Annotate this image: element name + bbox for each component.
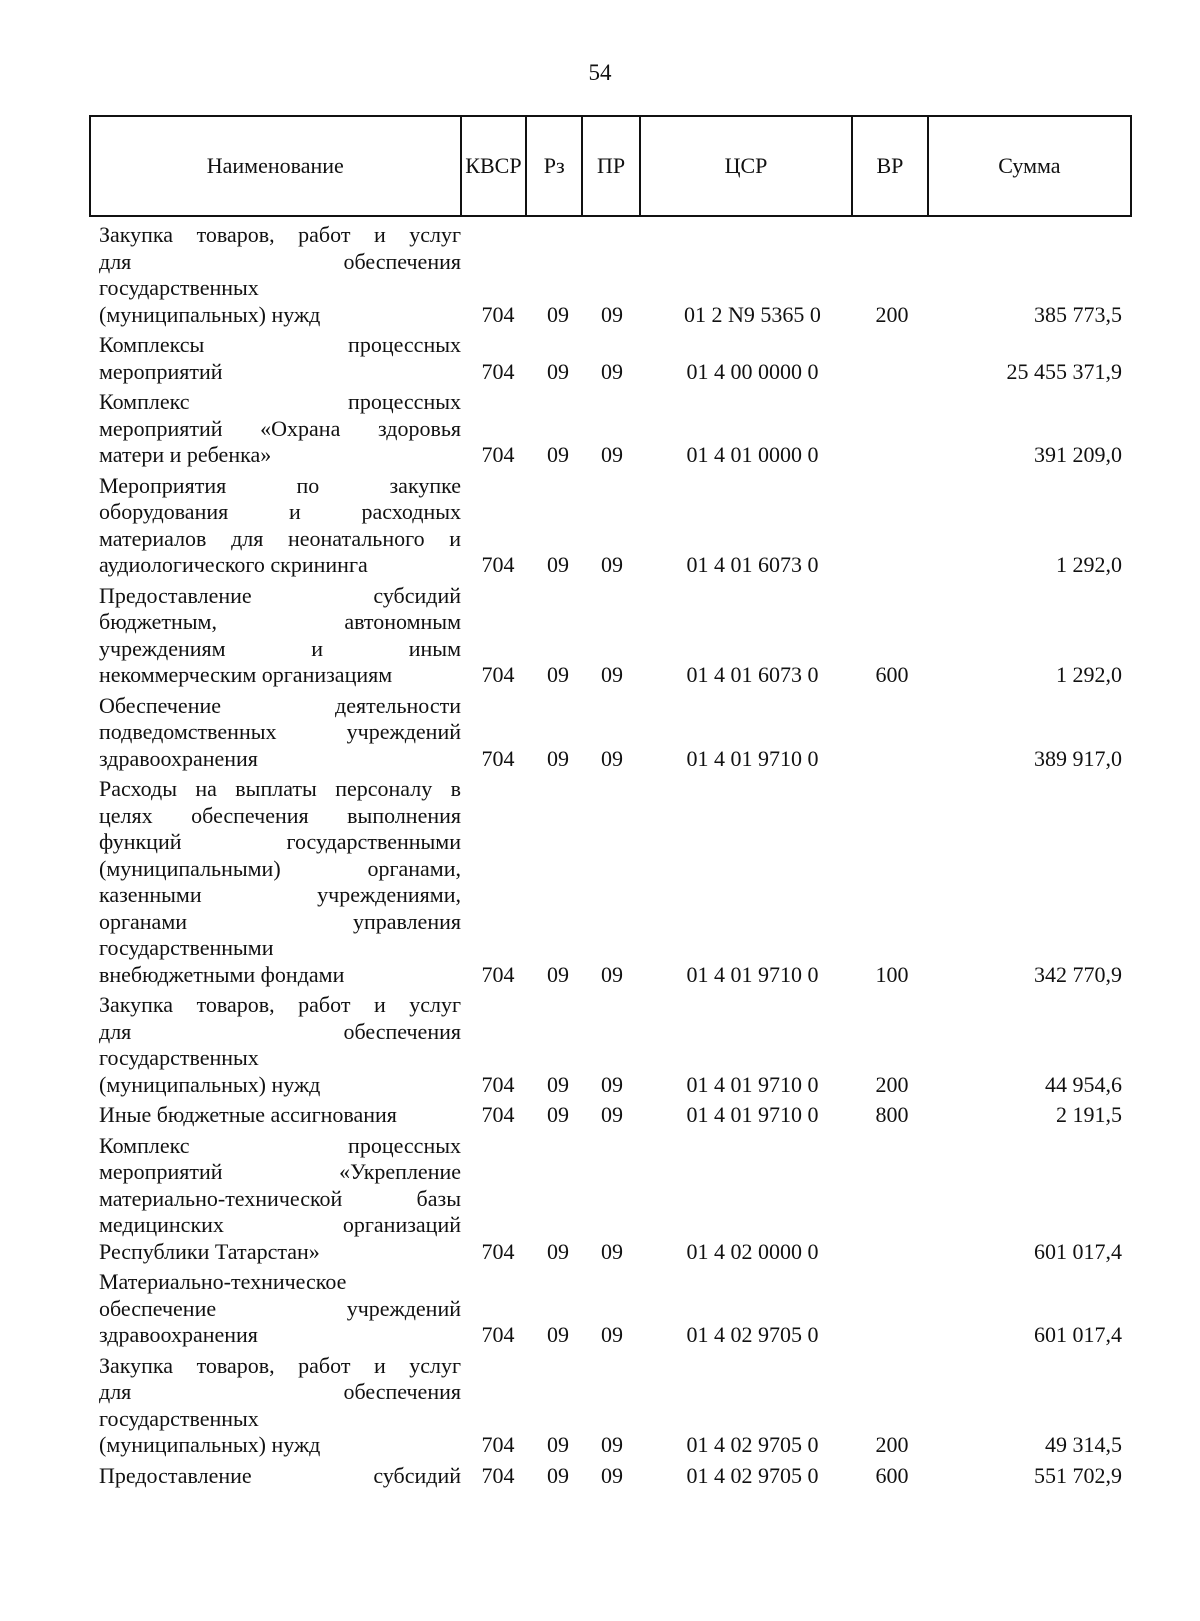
cell-kvsr: 704 — [481, 745, 515, 771]
cell-kvsr: 704 — [481, 1322, 515, 1347]
cell-name — [89, 473, 461, 579]
cell-kvsr: 704 — [481, 1462, 515, 1488]
cell-rz: 09 — [547, 961, 569, 987]
table-row — [89, 473, 1132, 579]
cell-name-line: медицинских организаций — [99, 1212, 461, 1237]
cell-sum: 601 017,4 — [1034, 1322, 1122, 1347]
cell-kvsr: 704 — [481, 1432, 515, 1457]
cell-rz: 09 — [547, 1238, 569, 1264]
cell-rz: 09 — [547, 552, 569, 577]
cell-name-line: Предоставление субсидий — [99, 582, 461, 608]
cell-vr: 200 — [875, 1071, 909, 1097]
cell-name-line: государственных — [99, 1405, 259, 1431]
cell-pr: 09 — [601, 662, 623, 687]
table-row — [89, 583, 1132, 689]
cell-name-line: государственных — [99, 275, 259, 300]
cell-sum: 1 292,0 — [1056, 552, 1122, 577]
cell-name-line: здравоохранения — [99, 745, 258, 771]
cell-kvsr: 704 — [481, 552, 515, 577]
cell-name-line: Расходы на выплаты персоналу в — [99, 776, 461, 801]
cell-pr: 09 — [601, 1322, 623, 1347]
cell-name-line: внебюджетными фондами — [99, 961, 345, 987]
column-header-rz: Рз — [527, 117, 583, 215]
table-header — [89, 115, 1132, 217]
table-row — [89, 1353, 1132, 1459]
cell-sum: 551 702,9 — [1034, 1462, 1122, 1488]
cell-name-line: целях обеспечения выполнения — [99, 802, 461, 828]
column-header-pr: ПР — [583, 117, 641, 215]
cell-rz: 09 — [547, 1322, 569, 1347]
cell-sum: 2 191,5 — [1056, 1102, 1122, 1127]
cell-pr: 09 — [601, 1071, 623, 1097]
cell-name-line: оборудования и расходных — [99, 499, 461, 524]
cell-sum: 385 773,5 — [1034, 301, 1122, 327]
cell-csr: 01 4 02 0000 0 — [686, 1238, 819, 1264]
cell-name-line: материально-технической базы — [99, 1185, 461, 1211]
cell-pr: 09 — [601, 1432, 623, 1457]
cell-csr: 01 4 01 6073 0 — [686, 552, 819, 577]
table-row — [89, 222, 1132, 328]
column-header-vr: ВР — [853, 117, 929, 215]
cell-name — [89, 1353, 461, 1459]
cell-csr: 01 4 02 9705 0 — [686, 1322, 819, 1347]
cell-name — [89, 583, 461, 689]
table-row — [89, 1102, 1132, 1129]
cell-name-line: (муниципальными) органами, — [99, 855, 461, 881]
cell-name-line: для обеспечения — [99, 1018, 461, 1044]
cell-csr: 01 4 02 9705 0 — [686, 1432, 819, 1457]
cell-pr: 09 — [601, 358, 623, 384]
cell-rz: 09 — [547, 1432, 569, 1457]
cell-csr: 01 2 N9 5365 0 — [684, 301, 821, 327]
cell-pr: 09 — [601, 1238, 623, 1264]
cell-name-line: Иные бюджетные ассигнования — [99, 1102, 397, 1127]
cell-name-line: органами управления — [99, 908, 461, 934]
cell-kvsr: 704 — [481, 662, 515, 687]
cell-kvsr: 704 — [481, 1238, 515, 1264]
cell-name-line: для обеспечения — [99, 248, 461, 274]
table-row — [89, 1269, 1132, 1349]
cell-name-line: для обеспечения — [99, 1379, 461, 1404]
cell-vr: 800 — [875, 1102, 909, 1127]
cell-vr: 600 — [875, 662, 909, 687]
cell-name-line: Республики Татарстан» — [99, 1238, 320, 1264]
cell-name — [89, 1133, 461, 1266]
cell-csr: 01 4 01 9710 0 — [686, 961, 819, 987]
cell-name — [89, 693, 461, 773]
cell-name-line: некоммерческим организациям — [99, 662, 393, 687]
cell-name — [89, 332, 461, 385]
cell-sum: 342 770,9 — [1034, 961, 1122, 987]
page-number: 54 — [588, 60, 612, 85]
table-row — [89, 776, 1132, 988]
cell-kvsr: 704 — [481, 1071, 515, 1097]
cell-name-line: учреждениям и иным — [99, 635, 461, 661]
table-row — [89, 1133, 1132, 1266]
column-header-csr: ЦСР — [641, 117, 853, 215]
cell-sum: 389 917,0 — [1034, 745, 1122, 771]
cell-name-line: (муниципальных) нужд — [99, 301, 321, 327]
cell-name — [89, 1269, 461, 1349]
cell-name-line: Закупка товаров, работ и услуг — [99, 222, 461, 247]
cell-name-line: Комплексы процессных — [99, 332, 461, 357]
cell-name-line: мероприятий «Укрепление — [99, 1159, 461, 1184]
table-row — [89, 389, 1132, 469]
cell-rz: 09 — [547, 1071, 569, 1097]
cell-name-line: Комплекс процессных — [99, 1132, 461, 1158]
cell-vr: 200 — [875, 1432, 909, 1457]
cell-pr: 09 — [601, 1102, 623, 1127]
cell-name-line: мероприятий — [99, 358, 223, 384]
cell-name — [89, 1102, 461, 1129]
cell-name-line: (муниципальных) нужд — [99, 1432, 321, 1457]
cell-name-line: государственных — [99, 1045, 259, 1070]
cell-csr: 01 4 01 9710 0 — [686, 1102, 819, 1127]
cell-name-line: Обеспечение деятельности — [99, 692, 461, 718]
cell-name-line: функций государственными — [99, 829, 461, 854]
cell-name-line: здравоохранения — [99, 1322, 258, 1347]
cell-rz: 09 — [547, 1102, 569, 1127]
cell-vr: 600 — [875, 1462, 909, 1488]
cell-name — [89, 1463, 461, 1490]
cell-kvsr: 704 — [481, 301, 515, 327]
table-row — [89, 992, 1132, 1098]
table-body — [89, 222, 1132, 1493]
cell-kvsr: 704 — [481, 442, 515, 467]
cell-name — [89, 776, 461, 988]
cell-vr: 200 — [875, 301, 909, 327]
cell-name-line: бюджетным, автономным — [99, 609, 461, 634]
cell-name-line: Закупка товаров, работ и услуг — [99, 992, 461, 1017]
cell-sum: 391 209,0 — [1034, 442, 1122, 467]
cell-rz: 09 — [547, 442, 569, 467]
table-row — [89, 332, 1132, 385]
cell-sum: 44 954,6 — [1045, 1071, 1122, 1097]
cell-name — [89, 992, 461, 1098]
cell-name-line: Предоставление субсидий — [99, 1462, 461, 1488]
cell-rz: 09 — [547, 662, 569, 687]
cell-name — [89, 222, 461, 328]
cell-pr: 09 — [601, 442, 623, 467]
cell-name-line: Комплекс процессных — [99, 389, 461, 414]
cell-name-line: аудиологического скрининга — [99, 552, 368, 577]
cell-csr: 01 4 01 0000 0 — [686, 442, 819, 467]
table-row — [89, 693, 1132, 773]
column-header-sum: Сумма — [998, 153, 1061, 178]
cell-name-line: (муниципальных) нужд — [99, 1071, 321, 1097]
cell-kvsr: 704 — [481, 358, 515, 384]
cell-sum: 49 314,5 — [1045, 1432, 1122, 1457]
cell-name-line: подведомственных учреждений — [99, 719, 461, 744]
cell-sum: 601 017,4 — [1034, 1238, 1122, 1264]
cell-sum: 1 292,0 — [1056, 662, 1122, 687]
column-header-name: Наименование — [91, 117, 462, 215]
cell-name-line: мероприятий «Охрана здоровья — [99, 415, 461, 441]
cell-pr: 09 — [601, 552, 623, 577]
cell-csr: 01 4 01 9710 0 — [686, 1071, 819, 1097]
table-row — [89, 1463, 1132, 1490]
column-header-kvsr: КВСР — [462, 117, 528, 215]
cell-pr: 09 — [601, 1462, 623, 1488]
cell-name-line: Материально-техническое — [99, 1269, 347, 1294]
cell-name-line: матери и ребенка» — [99, 442, 272, 467]
cell-kvsr: 704 — [481, 1102, 515, 1127]
cell-vr: 100 — [875, 961, 909, 987]
cell-csr: 01 4 01 6073 0 — [686, 662, 819, 687]
cell-pr: 09 — [601, 301, 623, 327]
cell-rz: 09 — [547, 1462, 569, 1488]
cell-csr: 01 4 00 0000 0 — [686, 358, 819, 384]
cell-rz: 09 — [547, 358, 569, 384]
cell-rz: 09 — [547, 301, 569, 327]
cell-pr: 09 — [601, 745, 623, 771]
cell-name-line: Мероприятия по закупке — [99, 472, 461, 498]
cell-csr: 01 4 01 9710 0 — [686, 745, 819, 771]
cell-name-line: материалов для неонатального и — [99, 525, 461, 551]
cell-pr: 09 — [601, 961, 623, 987]
cell-sum: 25 455 371,9 — [1006, 358, 1122, 384]
cell-name-line: казенными учреждениями, — [99, 882, 461, 907]
cell-name-line: обеспечение учреждений — [99, 1295, 461, 1321]
cell-rz: 09 — [547, 745, 569, 771]
cell-csr: 01 4 02 9705 0 — [686, 1462, 819, 1488]
cell-name-line: Закупка товаров, работ и услуг — [99, 1352, 461, 1378]
cell-name — [89, 389, 461, 469]
cell-kvsr: 704 — [481, 961, 515, 987]
cell-name-line: государственными — [99, 935, 274, 960]
